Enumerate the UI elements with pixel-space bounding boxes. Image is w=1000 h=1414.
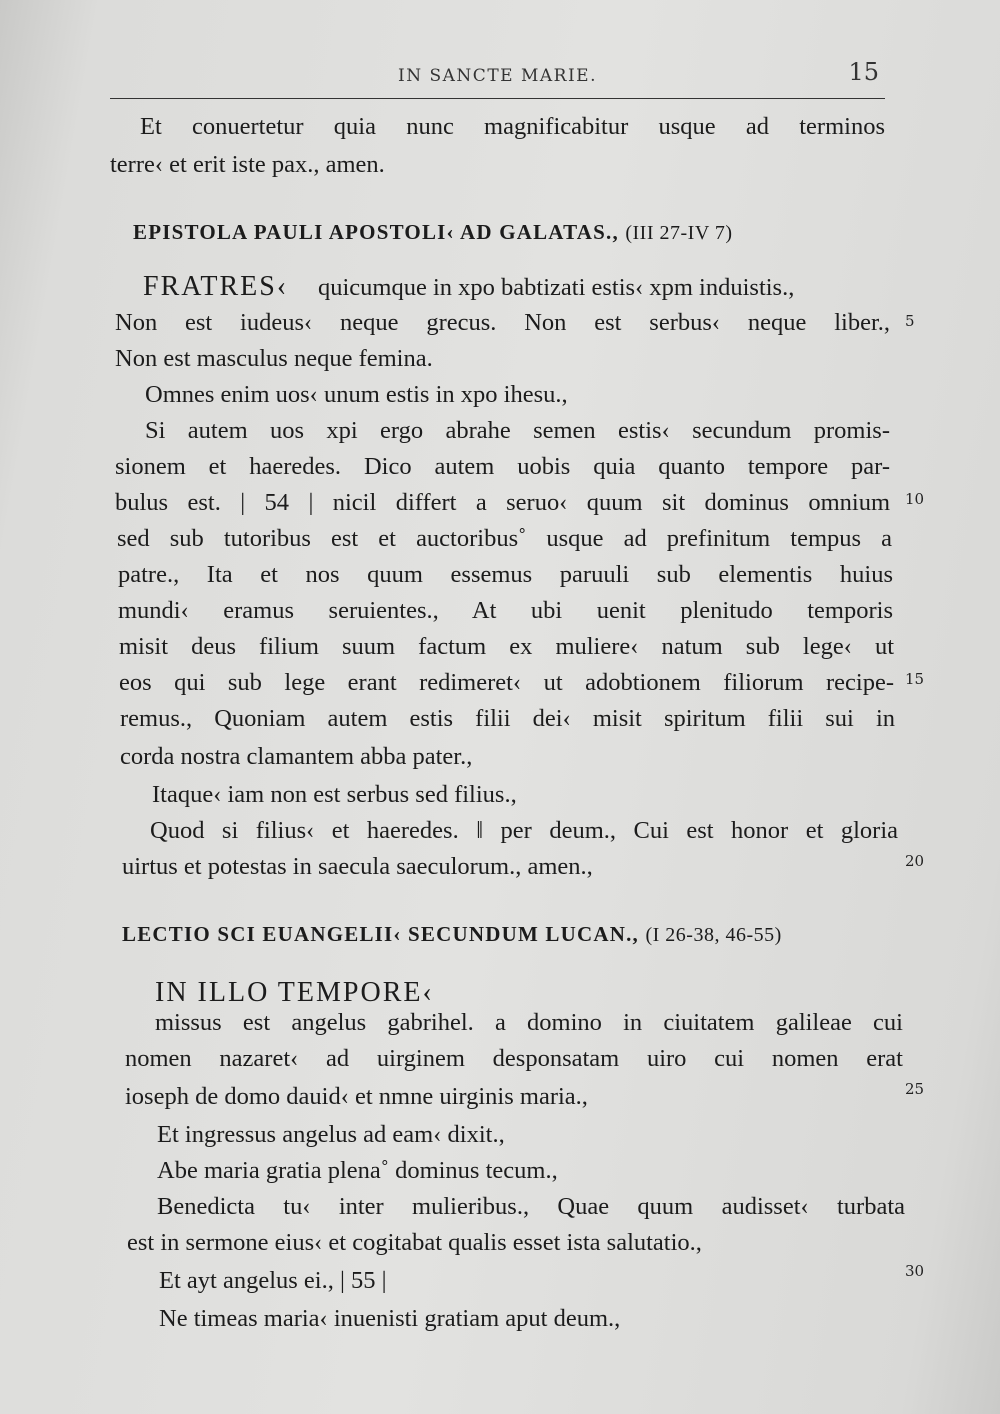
text-line: eos qui sub lege erant redimeret‹ ut adobtionem filiorum recipe- — [119, 669, 894, 696]
text-line: Itaque‹ iam non est serbus sed filius., — [152, 781, 517, 808]
text-line: est in sermone eius‹ et cogitabat qualis esset ista salutatio., — [127, 1229, 702, 1256]
text-line: corda nostra clamantem abba pater., — [120, 743, 473, 770]
text-line: Omnes enim uos‹ unum estis in xpo ihesu., — [145, 381, 568, 408]
header-rule — [110, 98, 885, 99]
line-number: 30 — [905, 1262, 925, 1280]
heading-reference: (III 27-IV 7) — [625, 222, 733, 244]
text-line: ioseph de domo dauid‹ et nmne uirginis maria., — [125, 1083, 588, 1110]
text-line: Non est masculus neque femina. — [115, 345, 433, 372]
text-line: remus., Quoniam autem estis filii dei‹ misit spiritum filii sui in — [120, 705, 895, 732]
text-line: misit deus filium suum factum ex muliere‹ natum sub lege‹ ut — [119, 633, 894, 660]
section-heading-epistle — [133, 218, 733, 247]
line-number: 20 — [905, 852, 925, 870]
page-number: 15 — [848, 58, 879, 86]
text-line: Abe maria gratia plena˚ dominus tecum., — [157, 1157, 558, 1184]
text-line: Et conuertetur quia nunc magnificabitur usque ad terminos — [140, 113, 885, 140]
text-line: Et ingressus angelus ad eam‹ dixit., — [157, 1121, 505, 1148]
incipit: IN ILLO TEMPORE‹ — [155, 977, 434, 1008]
text-line: uirtus et potestas in saecula saeculorum., amen., — [122, 853, 593, 880]
text-line: sed sub tutoribus est et auctoribus˚ usque ad prefinitum tempus a — [117, 525, 892, 552]
text-line: Et ayt angelus ei., | 55 | — [159, 1267, 387, 1294]
heading-reference: (I 26-38, 46-55) — [645, 924, 782, 946]
running-title: IN SANCTE MARIE. — [398, 66, 597, 86]
text-line: Quod si filius‹ et haeredes. ‖ per deum., Cui est honor et gloria — [150, 817, 898, 844]
line-number: 10 — [905, 490, 925, 508]
section-heading-gospel — [122, 920, 782, 949]
text-line: sionem et haeredes. Dico autem uobis quia quanto tempore par- — [115, 453, 890, 480]
text-line: Si autem uos xpi ergo abrahe semen estis‹ secundum promis- — [145, 417, 890, 444]
text-line: Non est iudeus‹ neque grecus. Non est serbus‹ neque liber., — [115, 309, 890, 336]
line-number: 15 — [905, 670, 925, 688]
heading-title: EPISTOLA PAULI APOSTOLI‹ AD GALATAS., — [133, 220, 619, 244]
line-number: 5 — [905, 312, 915, 330]
running-head — [110, 58, 885, 90]
heading-title: LECTIO SCI EUANGELII‹ SECUNDUM LUCAN., — [122, 922, 640, 946]
text-line: nomen nazaret‹ ad uirginem desponsatam uiro cui nomen erat — [125, 1045, 903, 1072]
text-line: bulus est. | 54 | nicil differt a seruo‹ quum sit dominus omnium — [115, 489, 890, 516]
text-line: terre‹ et erit iste pax., amen. — [110, 151, 385, 178]
text-line: quicumque in xpo babtizati estis‹ xpm induistis., — [318, 274, 795, 301]
text-line: Ne timeas maria‹ inuenisti gratiam aput deum., — [159, 1305, 621, 1332]
line-number: 25 — [905, 1080, 925, 1098]
text-line: mundi‹ eramus seruientes., At ubi uenit plenitudo temporis — [118, 597, 893, 624]
text-line: patre., Ita et nos quum essemus paruuli sub elementis huius — [118, 561, 893, 588]
text-line: Benedicta tu‹ inter mulieribus., Quae quum audisset‹ turbata — [157, 1193, 905, 1220]
text-line: missus est angelus gabrihel. a domino in ciuitatem galileae cui — [155, 1009, 903, 1036]
incipit: FRATRES‹ — [143, 271, 289, 302]
